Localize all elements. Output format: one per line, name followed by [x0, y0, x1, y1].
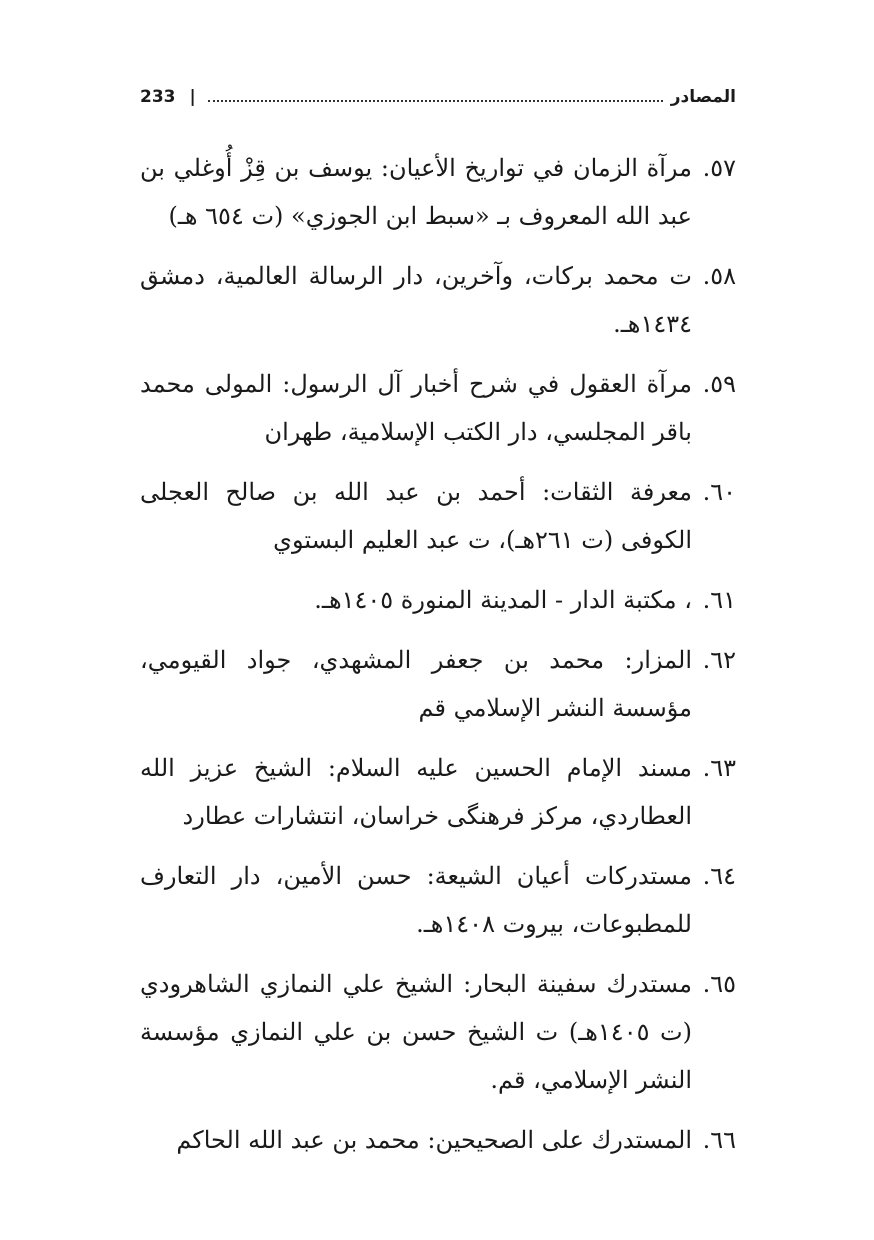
bibliography-entry: [140, 1116, 736, 1164]
entry-text: معرفة الثقات: أحمد بن عبد الله بن صالح العجلى الكوفى (ت ٢٦١هـ)، ت عبد العليم البستوي: [140, 478, 692, 554]
entry-number: ٦٢.: [702, 646, 736, 674]
bibliography-entry: [140, 960, 736, 1104]
entry-text: مستدرك سفينة البحار: الشيخ علي النمازي الشاهرودي (ت ١٤٠٥هـ) ت الشيخ حسن بن علي النمازي مؤسسة النشر الإسلامي، قم.: [140, 970, 692, 1094]
bibliography-entry: [140, 576, 736, 624]
bibliography-list: [140, 144, 736, 1176]
entry-number: ٥٩.: [702, 370, 736, 398]
bibliography-entry: [140, 144, 736, 240]
header-separator: |: [189, 87, 196, 107]
bibliography-entry: [140, 744, 736, 840]
page-header: [140, 84, 736, 110]
entry-number: ٦٤.: [702, 862, 736, 890]
entry-text: مرآة الزمان في تواريخ الأعيان: يوسف بن قِزْ أُوغلي بن عبد الله المعروف بـ «سبط ابن الجوزي» (ت ٦٥٤ هـ): [140, 154, 692, 230]
section-title: المصادر: [670, 87, 736, 107]
entry-text: ت محمد بركات، وآخرين، دار الرسالة العالمية، دمشق ١٤٣٤هـ.: [140, 262, 692, 338]
entry-number: ٦٠.: [702, 478, 736, 506]
entry-text: مسند الإمام الحسين عليه السلام: الشيخ عزيز الله العطاردي، مركز فرهنگی خراسان، انتشارات عطارد: [140, 754, 692, 830]
entry-number: ٥٨.: [702, 262, 736, 290]
bibliography-entry: [140, 852, 736, 948]
page-number: 233: [140, 87, 176, 107]
entry-text: ، مكتبة الدار - المدينة المنورة ١٤٠٥هـ.: [314, 586, 692, 614]
entry-text: المستدرك على الصحيحين: محمد بن عبد الله الحاكم: [176, 1126, 692, 1154]
entry-text: مستدركات أعيان الشيعة: حسن الأمين، دار التعارف للمطبوعات، بيروت ١٤٠٨هـ.: [140, 862, 692, 938]
entry-text: المزار: محمد بن جعفر المشهدي، جواد القيومي، مؤسسة النشر الإسلامي قم: [140, 646, 692, 722]
entry-number: ٦٦.: [702, 1126, 736, 1154]
bibliography-entry: [140, 252, 736, 348]
entry-number: ٦٥.: [702, 970, 736, 998]
entry-number: ٦٣.: [702, 754, 736, 782]
entry-text: مرآة العقول في شرح أخبار آل الرسول: المولى محمد باقر المجلسي، دار الكتب الإسلامية، طهران: [140, 370, 692, 446]
bibliography-entry: [140, 468, 736, 564]
entry-number: ٦١.: [702, 586, 736, 614]
bibliography-entry: [140, 360, 736, 456]
header-dotted-leader: [208, 100, 663, 102]
bibliography-entry: [140, 636, 736, 732]
entry-number: ٥٧.: [702, 154, 736, 182]
